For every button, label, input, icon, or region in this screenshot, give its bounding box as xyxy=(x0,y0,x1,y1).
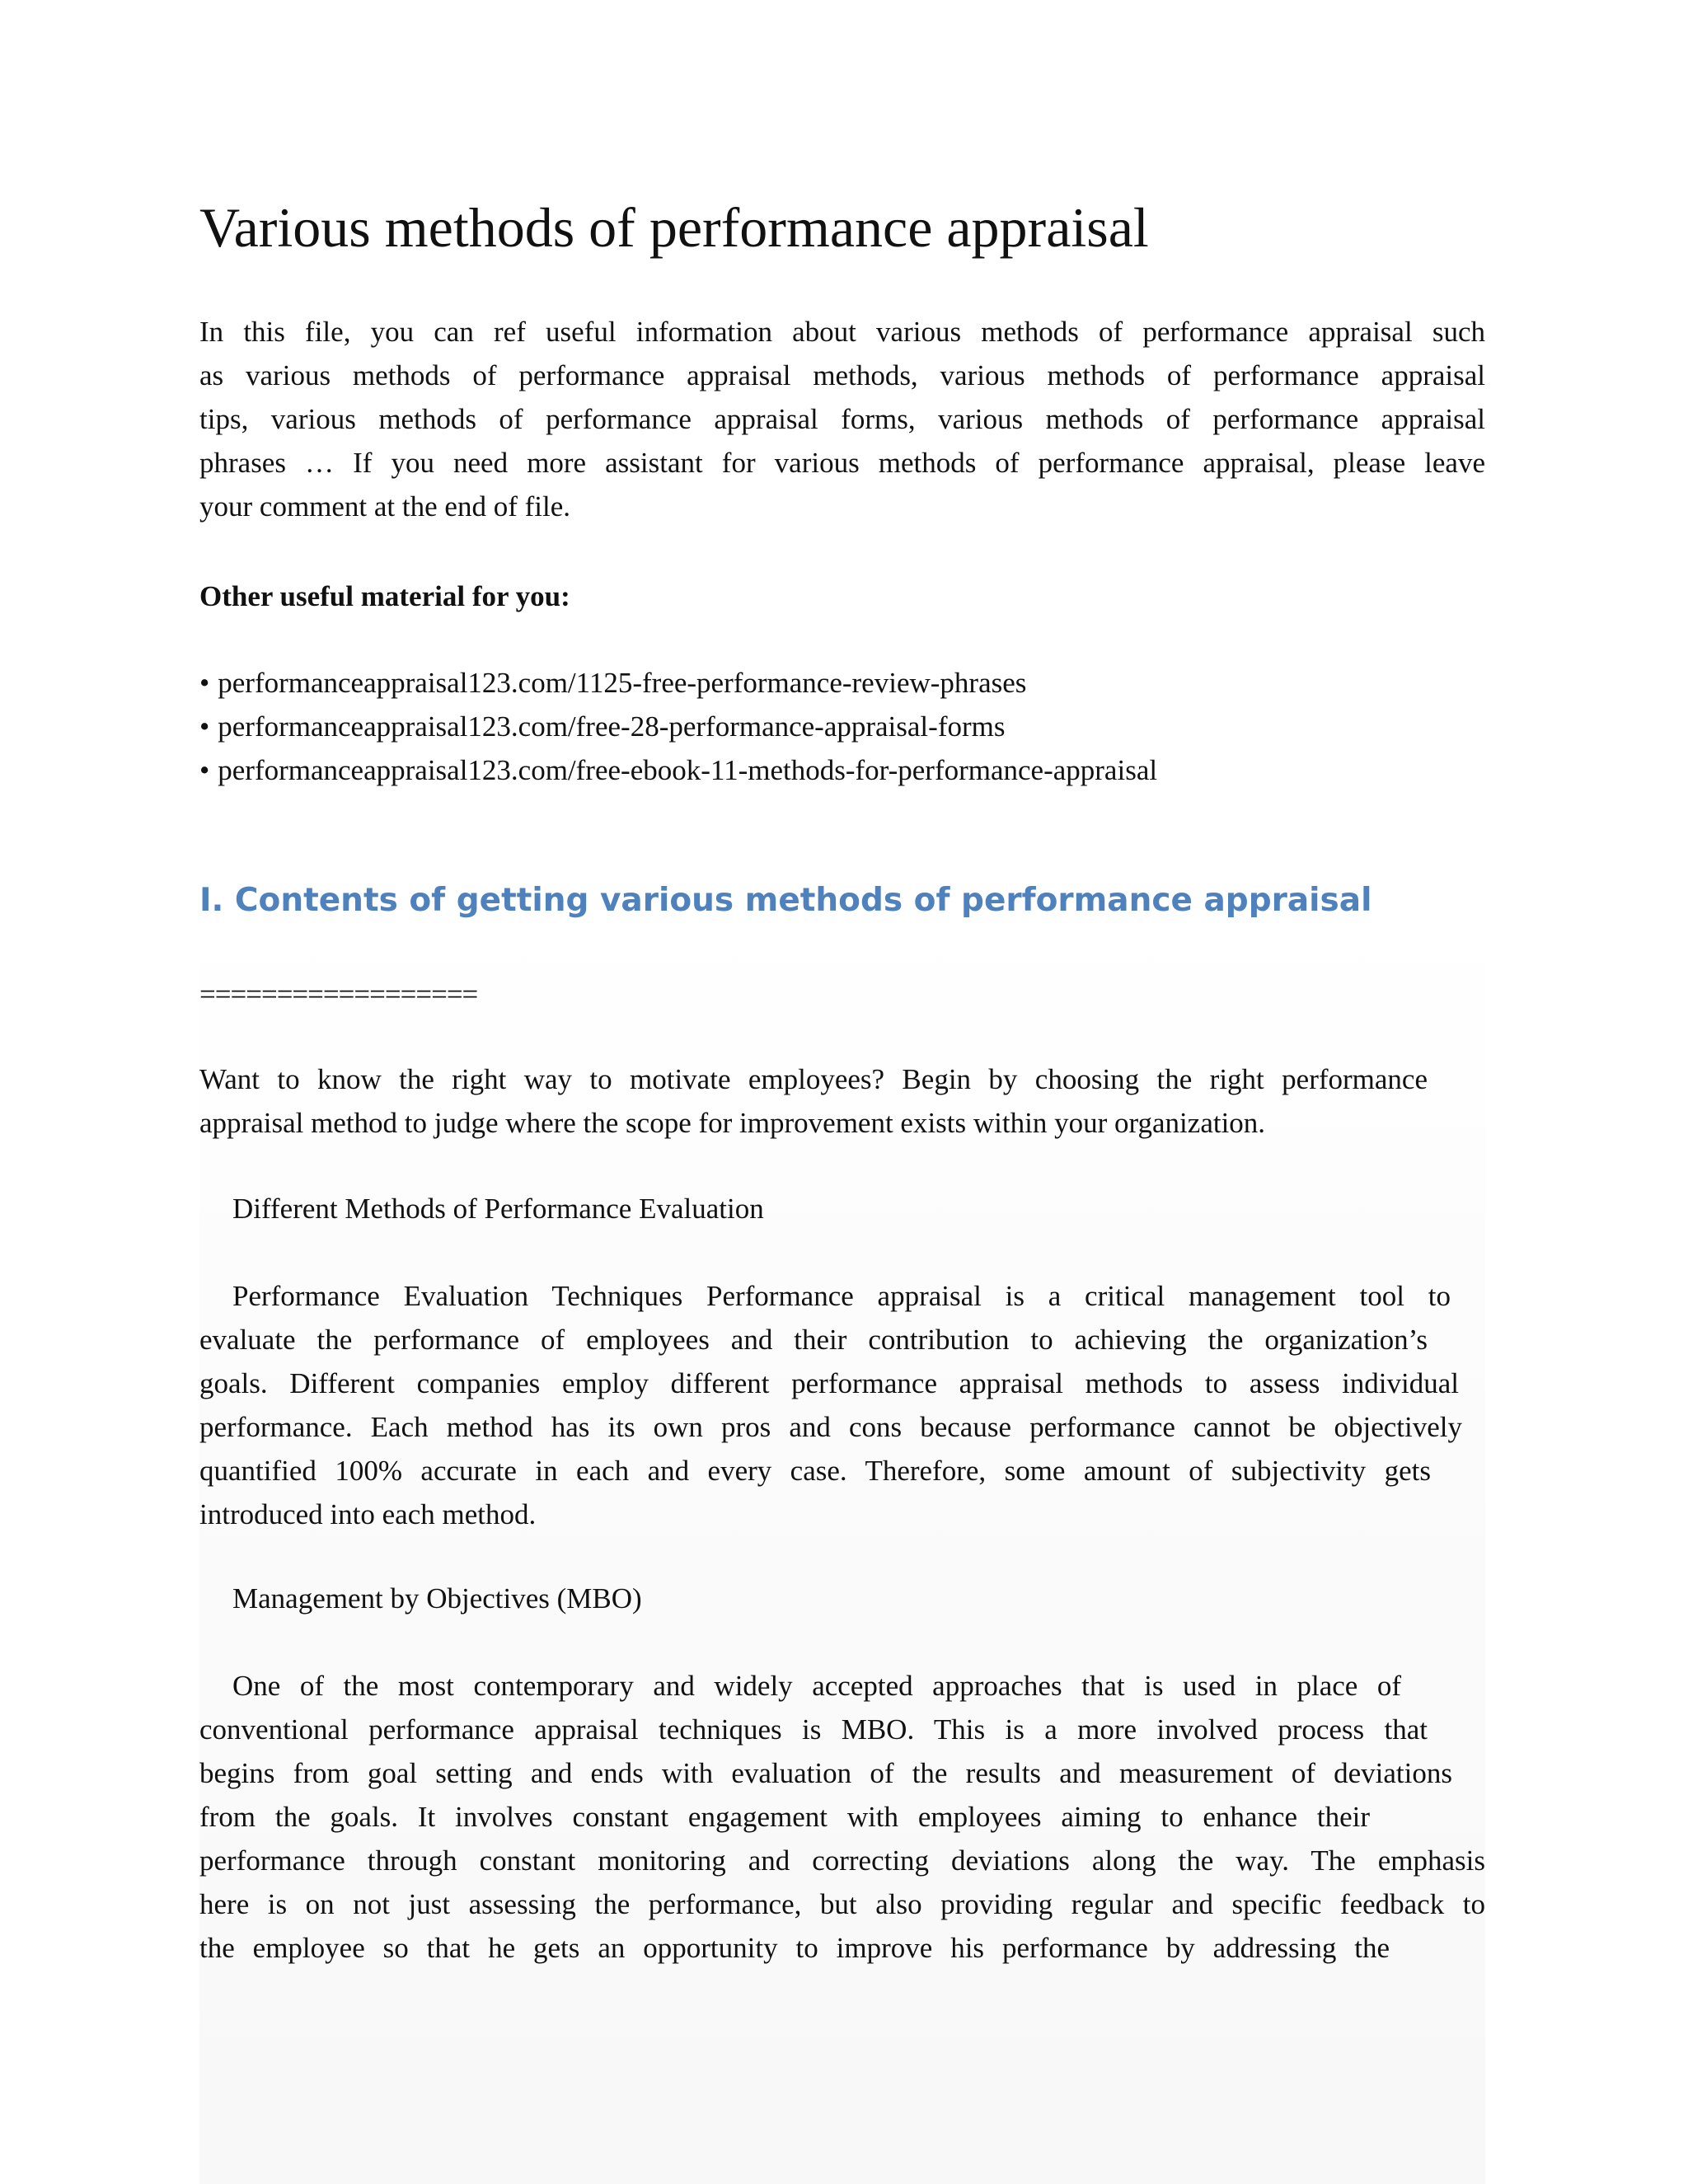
useful-link-text[interactable]: performanceappraisal123.com/free-28-performance-appraisal-forms xyxy=(218,710,1006,743)
mbo-line: the employee so that he gets an opportunity to improve his performance by addressing the xyxy=(199,1932,1390,1964)
useful-link-text[interactable]: performanceappraisal123.com/1125-free-performance-review-phrases xyxy=(218,667,1027,699)
useful-link-item[interactable] xyxy=(199,748,1157,792)
bullet-icon: • xyxy=(199,710,210,743)
mbo-line: here is on not just assessing the performance, but also providing regular and specific feedback to xyxy=(199,1888,1485,1920)
motivate-paragraph xyxy=(199,1057,1485,1145)
document-title: Various methods of performance appraisal xyxy=(199,196,1149,259)
intro-line: your comment at the end of file. xyxy=(199,490,570,523)
techniques-line: quantified 100% accurate in each and every case. Therefore, some amount of subjectivity gets xyxy=(199,1455,1431,1487)
useful-link-text[interactable]: performanceappraisal123.com/free-ebook-11-methods-for-performance-appraisal xyxy=(218,754,1158,786)
bullet-icon: • xyxy=(199,667,210,699)
useful-links-list xyxy=(199,661,1157,792)
motivate-line: appraisal method to judge where the scope for improvement exists within your organization. xyxy=(199,1107,1266,1139)
intro-line: as various methods of performance appraisal methods, various methods of performance appraisal xyxy=(199,359,1485,391)
intro-line: In this file, you can ref useful information about various methods of performance appraisal such xyxy=(199,316,1485,348)
subheading-mbo: Management by Objectives (MBO) xyxy=(232,1582,642,1615)
techniques-line: goals. Different companies employ different performance appraisal methods to assess individual xyxy=(199,1367,1459,1399)
intro-paragraph xyxy=(199,310,1485,528)
techniques-paragraph xyxy=(199,1274,1485,1536)
useful-link-item[interactable] xyxy=(199,705,1157,748)
mbo-line: One of the most contemporary and widely accepted approaches that is used in place of xyxy=(232,1670,1401,1702)
subheading-methods: Different Methods of Performance Evaluation xyxy=(232,1193,764,1225)
techniques-line: Performance Evaluation Techniques Performance appraisal is a critical management tool to xyxy=(232,1280,1451,1312)
mbo-line: conventional performance appraisal techniques is MBO. This is a more involved process that xyxy=(199,1713,1428,1746)
mbo-line: performance through constant monitoring and correcting deviations along the way. The emphasis xyxy=(199,1844,1485,1877)
bullet-icon: • xyxy=(199,754,210,786)
mbo-line: begins from goal setting and ends with evaluation of the results and measurement of deviations xyxy=(199,1757,1452,1789)
mbo-line: from the goals. It involves constant engagement with employees aiming to enhance their xyxy=(199,1801,1370,1833)
mbo-paragraph xyxy=(199,1664,1485,1970)
other-material-heading: Other useful material for you: xyxy=(199,580,570,612)
useful-link-item[interactable] xyxy=(199,661,1157,705)
intro-line: tips, various methods of performance appraisal forms, various methods of performance appraisal xyxy=(199,403,1485,435)
equals-divider: ================== xyxy=(199,978,478,1010)
techniques-line: performance. Each method has its own pros and cons because performance cannot be objectively xyxy=(199,1411,1462,1443)
motivate-line: Want to know the right way to motivate employees? Begin by choosing the right performance xyxy=(199,1063,1428,1095)
techniques-line: evaluate the performance of employees and their contribution to achieving the organization’s xyxy=(199,1324,1428,1356)
techniques-line: introduced into each method. xyxy=(199,1498,537,1530)
section-heading: I. Contents of getting various methods of performance appraisal xyxy=(199,882,1372,919)
intro-line: phrases … If you need more assistant for various methods of performance appraisal, please leave xyxy=(199,447,1485,479)
